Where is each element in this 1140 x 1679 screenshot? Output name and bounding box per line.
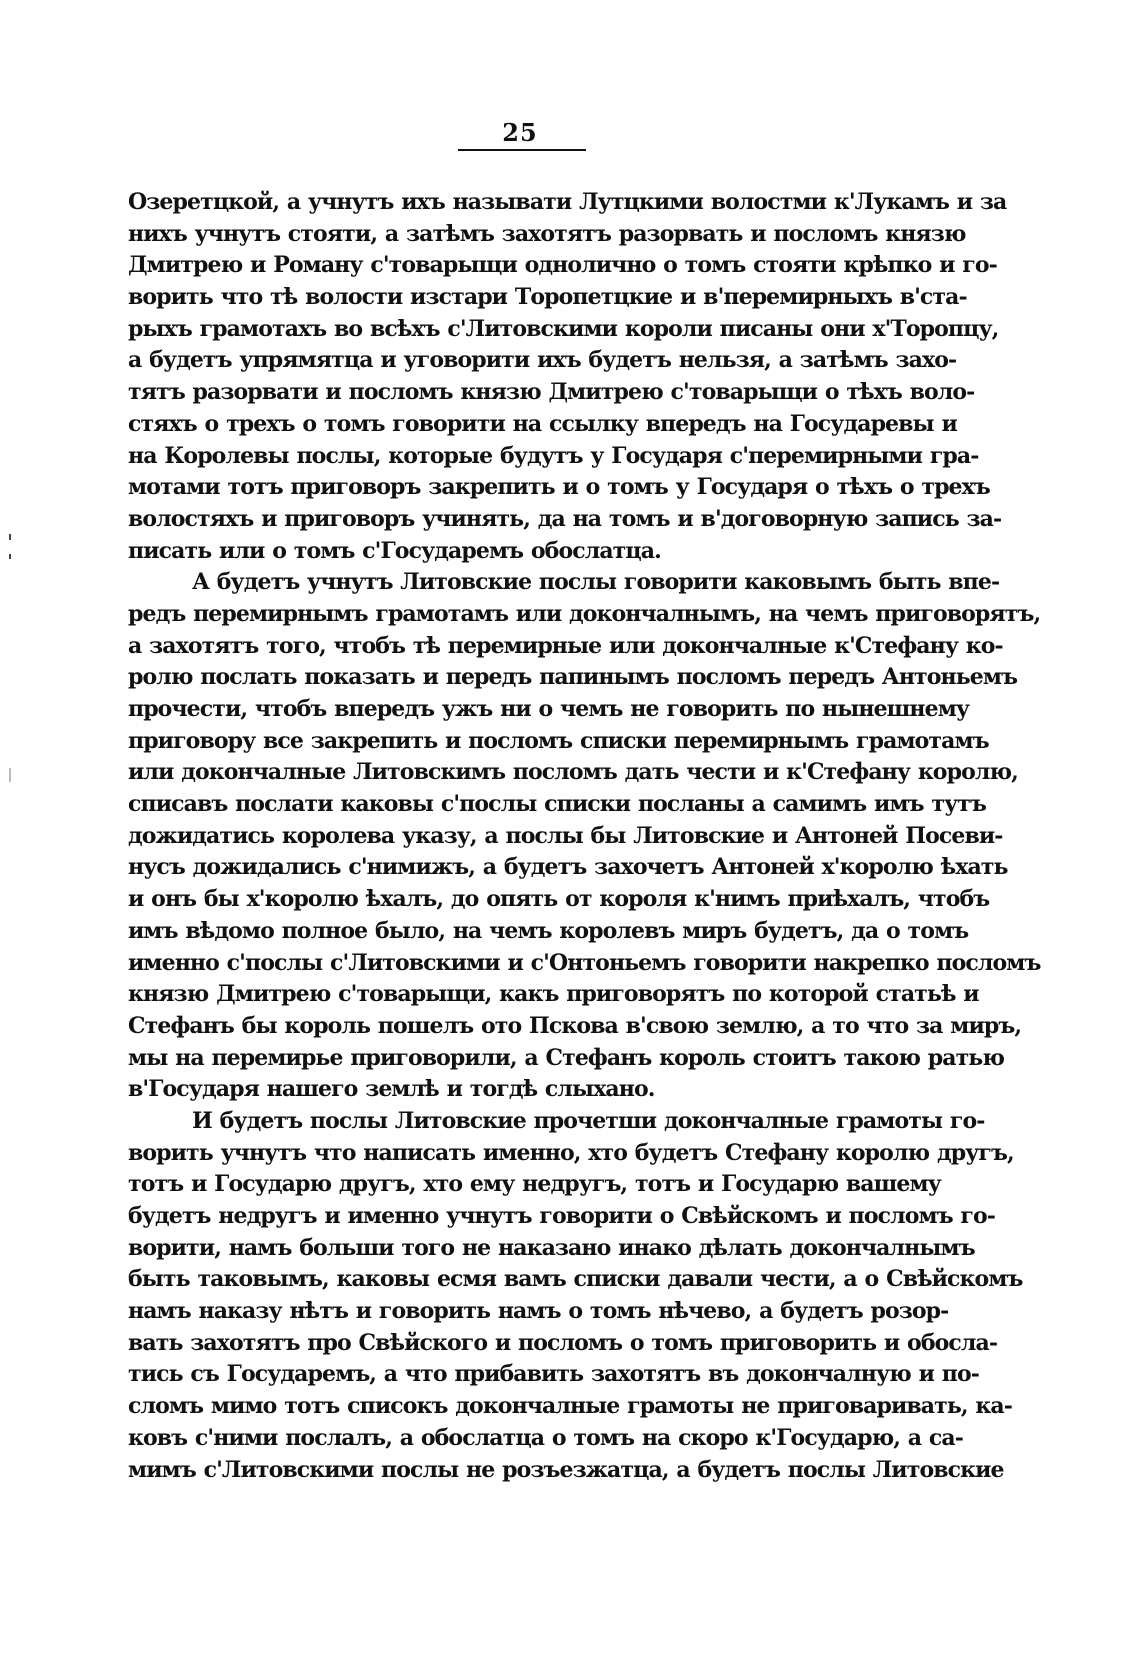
text-line: А будетъ учнутъ Литовские послы говорити каковымъ быть впе- <box>192 569 1000 596</box>
text-line: князю Дмитрею с'товарыщи, какъ приговорятъ по которой статьѣ и <box>128 981 979 1008</box>
text-line: ворити, намъ больши того не наказано инако дѣлать докончалнымъ <box>128 1234 975 1261</box>
text-line: а захотятъ того, чтобъ тѣ перемирные или докончалные к'Стефану ко- <box>128 632 1003 659</box>
text-line: рыхъ грамотахъ во всѣхъ с'Литовскими короли писаны они х'Торопцу, <box>128 315 999 342</box>
text-line: Озеретцкой, а учнутъ ихъ называти Лутцкими волостми к'Лукамъ и за <box>128 189 1007 215</box>
text-line: тятъ разорвати и посломъ князю Дмитрею с'товарыщи о тѣхъ воло- <box>128 379 975 406</box>
text-line: мы на перемирье приговорили, а Стефанъ король стоитъ такою ратью <box>128 1044 1005 1071</box>
text-line: тотъ и Государю другъ, хто ему недругъ, тотъ и Государю вашему <box>128 1171 941 1198</box>
paragraph <box>128 187 1007 567</box>
text-line: и онъ бы х'королю ѣхалъ, до опять от короля к'нимъ приѣхалъ, чтобъ <box>128 886 990 913</box>
text-line: тись съ Государемъ, а что прибавить захотятъ въ докончалную и по- <box>128 1361 979 1388</box>
text-line: намъ наказу нѣтъ и говорить намъ о томъ нѣчево, а будетъ розор- <box>128 1298 949 1325</box>
header-rule <box>458 149 586 151</box>
text-line: ворить учнутъ что написать именно, хто будетъ Стефану королю другъ, <box>128 1139 1014 1166</box>
text-line: мимъ с'Литовскими послы не розъезжатца, а будетъ послы Литовские <box>128 1456 1004 1483</box>
text-line: ковъ с'ними послалъ, а обослатца о томъ на скоро к'Государю, а са- <box>128 1424 963 1451</box>
text-line: прочести, чтобъ впередъ ужъ ни о чемъ не говорить по нынешнему <box>128 696 970 722</box>
text-line: Дмитрею и Роману с'товарыщи однолично о томъ стояти крѣпко и го- <box>128 252 997 279</box>
text-line: будетъ недругъ и именно учнутъ говорити о Свѣйскомъ и посломъ го- <box>128 1203 996 1229</box>
text-line: списавъ послати каковы с'послы списки посланы а самимъ имъ тутъ <box>128 791 987 818</box>
text-line: быть таковымъ, каковы есмя вамъ списки давали чести, а о Свѣйскомъ <box>128 1266 1023 1293</box>
text-line: нусъ дожидались с'нимижъ, а будетъ захочетъ Антоней х'королю ѣхать <box>128 854 1008 881</box>
text-line: ворить что тѣ волости изстари Торопетцкие и в'перемирныхъ в'ста- <box>128 284 967 311</box>
text-line: сломъ мимо тотъ списокъ докончалные грамоты не приговаривать, ка- <box>128 1393 1012 1420</box>
text-line: И будетъ послы Литовские прочетши докончалные грамоты го- <box>192 1107 985 1134</box>
text-line: редъ перемирнымъ грамотамъ или докончалнымъ, на чемъ приговорятъ, <box>128 600 1041 627</box>
text-line: приговору все закрепить и посломъ списки перемирнымъ грамотамъ <box>128 727 989 754</box>
margin-mark <box>9 768 11 782</box>
margin-mark <box>9 534 11 540</box>
text-line: стяхъ о трехъ о томъ говорити на ссылку впередъ на Государевы и <box>128 410 957 437</box>
page-number: 25 <box>502 118 538 147</box>
text-line: в'Государя нашего землѣ и тогдѣ слыхано. <box>128 1076 655 1103</box>
text-line: волостяхъ и приговоръ учинять, да на томъ и в'договорную запись за- <box>128 505 1002 532</box>
text-line: ролю послать показать и передъ папинымъ посломъ передъ Антоньемъ <box>128 664 1018 691</box>
text-line: вать захотятъ про Свѣйского и посломъ о томъ приговорить и обосла- <box>128 1329 998 1356</box>
text-line: на Королевы послы, которые будутъ у Государя с'перемирными гра- <box>128 442 979 469</box>
text-line: а будетъ упрямятца и уговорити ихъ будетъ нельзя, а затѣмъ захо- <box>128 347 957 374</box>
text-line: мотами тотъ приговоръ закрепить и о томъ у Государя о тѣхъ о трехъ <box>128 474 990 501</box>
text-line: Стефанъ бы король пошелъ ото Пскова в'свою землю, а то что за миръ, <box>128 1012 1022 1039</box>
text-line: или докончалные Литовскимъ посломъ дать чести и к'Стефану королю, <box>128 759 1018 786</box>
body-text <box>128 187 1041 1486</box>
paragraph <box>128 1106 1023 1486</box>
text-line: дожидатись королева указу, а послы бы Литовские и Антоней Посеви- <box>128 822 1003 849</box>
paragraph <box>128 567 1041 1106</box>
text-line: именно с'послы с'Литовскими и с'Онтоньемъ говорити накрепко посломъ <box>128 949 1041 976</box>
margin-mark <box>9 554 11 559</box>
text-line: нихъ учнутъ стояти, а затѣмъ захотятъ разорвать и посломъ князю <box>128 220 966 247</box>
text-line: имъ вѣдомо полное было, на чемъ королевъ миръ будетъ, да о томъ <box>128 917 969 944</box>
text-line: писать или о томъ с'Государемъ обослатца. <box>128 537 661 564</box>
